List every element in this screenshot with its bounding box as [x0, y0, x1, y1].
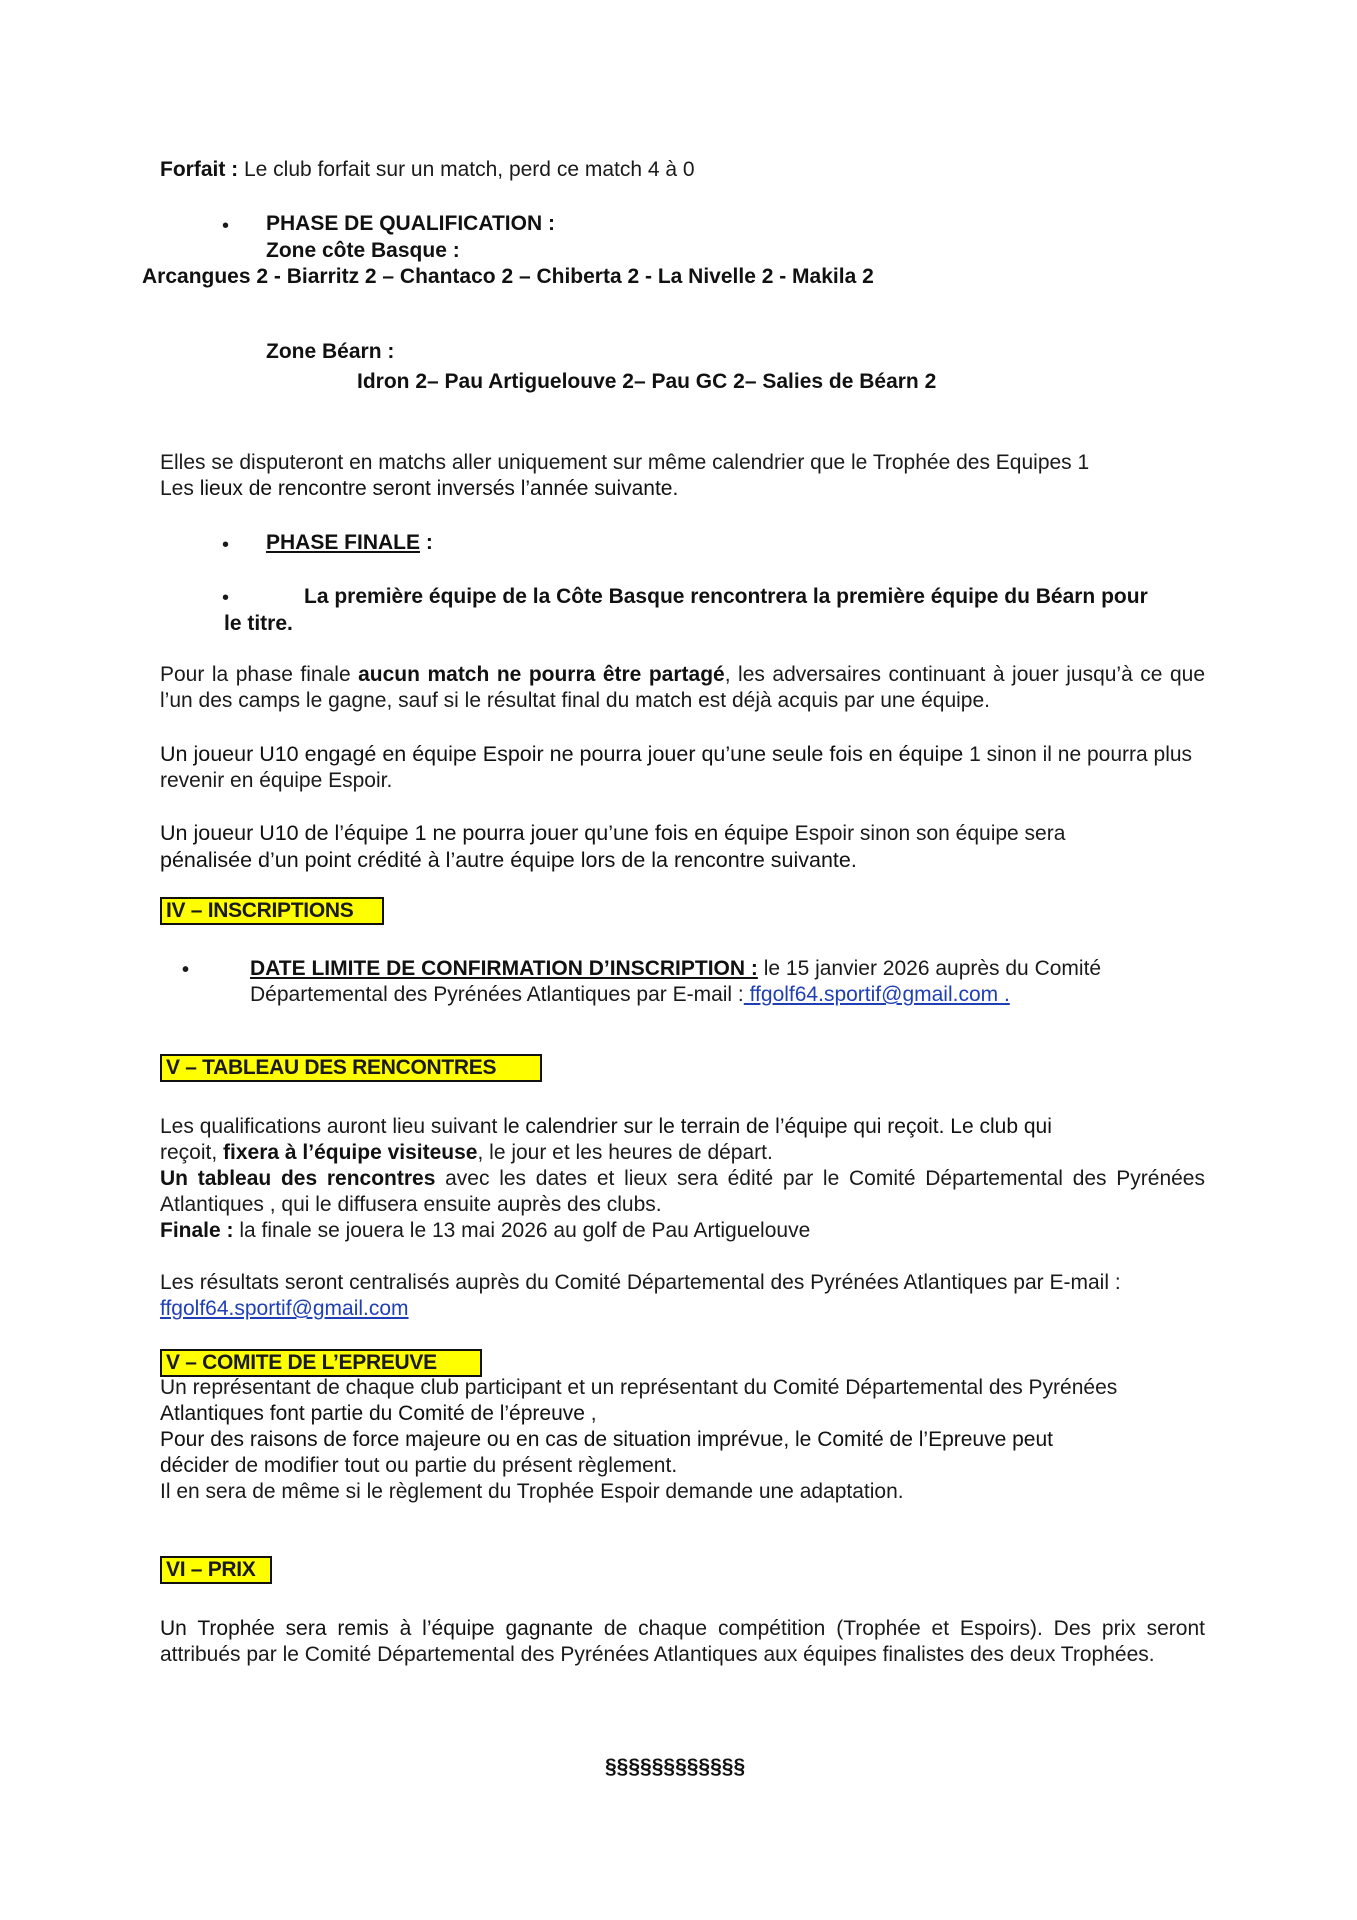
deadline-text: le 15 janvier 2026 auprès du Comité — [757, 957, 1102, 980]
comite-line2 — [160, 1401, 597, 1427]
zone-bearn-teams: Idron 2– Pau Artiguelouve 2– Pau GC 2– Salies de Béarn 2 — [357, 370, 937, 393]
deadline-label: DATE LIMITE DE CONFIRMATION D’INSCRIPTION : — [250, 957, 758, 980]
zone-basque-teams: Arcangues 2 - Biarritz 2 – Chantaco 2 – Chiberta 2 - La Nivelle 2 - Makila 2 — [142, 265, 874, 288]
section-heading-comite — [160, 1349, 482, 1377]
inscriptions-heading: IV – INSCRIPTIONS — [160, 897, 384, 925]
finale-para3-b: Espoir sinon son équipe sera — [788, 822, 1066, 845]
comite-line3: Pour des raisons de force majeure ou en cas de situation imprévue, le Comité de l’Epreuve peut — [160, 1428, 1053, 1451]
comite-line4-a: décider — [160, 1454, 229, 1477]
finale-title-colon: : — [420, 531, 433, 554]
finale-bullet-line1: La première équipe de la Côte Basque rencontrera la première équipe du Béarn pour — [304, 585, 1148, 608]
deadline-line1 — [250, 956, 1101, 982]
tableau-p2-b: avec les dates et lieux sera édité par le Comité Départemental des Pyrénées Atlantiques , qui le diffusera ensuite auprès des clubs. — [160, 1167, 1205, 1216]
comite-line2-b: , — [584, 1402, 597, 1425]
comite-line4 — [160, 1453, 677, 1479]
comite-line2-a: Atlantiques font partie du Comité de l’épreuve — [160, 1402, 585, 1425]
finale-para1-d: une équipe. — [880, 689, 991, 712]
tableau-para2 — [160, 1166, 1205, 1218]
qualif-para-line2-a: Les — [160, 477, 200, 500]
tableau-finale-line — [160, 1218, 810, 1244]
tableau-finale-text: la finale se jouera le 13 mai 2026 au golf de Pau Artiguelouve — [233, 1219, 811, 1242]
finale-para2-b: 1 sinon il ne pourra plus revenir en équipe Espoir. — [160, 743, 1193, 792]
zone-bearn-label: Zone Béarn : — [266, 340, 395, 363]
finale-para3-a: Un joueur U10 de l’équipe 1 ne pourra jouer qu’une fois en équipe — [160, 821, 789, 845]
comite-heading: V – COMITE DE L’EPREUVE — [160, 1349, 482, 1377]
qualif-title: PHASE DE QUALIFICATION : — [266, 212, 555, 235]
section-heading-prix — [160, 1556, 272, 1584]
forfait-line — [160, 157, 695, 183]
finale-para1-a: Pour la phase finale — [160, 663, 359, 686]
finale-title: PHASE FINALE — [266, 531, 421, 554]
deadline-line2 — [250, 982, 1010, 1008]
qualif-para-line2-b: lieux de rencontre seront inversés l’année suivante. — [199, 477, 679, 500]
qualif-para-line2 — [160, 476, 678, 502]
results-email-line — [160, 1296, 409, 1322]
deadline-text2: Départemental des Pyrénées Atlantiques par E-mail : — [250, 983, 744, 1006]
tableau-finale-label: Finale : — [160, 1219, 234, 1242]
finale-bullet-line2: le titre. — [224, 612, 293, 635]
finale-para3 — [160, 820, 1205, 874]
prix-p-a: Un Trophée sera remis à l’équipe gagnante — [160, 1617, 594, 1640]
finale-para1 — [160, 662, 1205, 714]
zone-basque-label: Zone côte Basque : — [266, 239, 460, 262]
bullet-dot: • — [182, 959, 190, 981]
tableau-p1-a: Les qualifications auront lieu suivant — [160, 1115, 504, 1138]
prix-p-b: de chaque compétition (Trophée et Espoirs). Des prix seront attribués par le Comité Départemental des Pyrénées Atlantiques aux équipes finalistes des deux Trophées. — [160, 1617, 1205, 1666]
finale-para1-c: , les adversaires continuant à jouer jusqu’à ce que l’un des camps le gagne, sauf si le résultat final du match est déjà acquis par — [160, 663, 1205, 712]
section-heading-inscriptions — [160, 897, 384, 925]
finale-para2-a: Un joueur U10 engagé en équipe Espoir ne pourra jouer qu’une seule fois en équipe — [160, 742, 964, 766]
tableau-para1 — [160, 1114, 1205, 1166]
tableau-p1-b: le calendrier sur le terrain de l’équipe qui reçoit. Le club qui — [503, 1115, 1052, 1138]
bullet-dot: • — [222, 587, 230, 609]
tableau-p1-d: fixera à l’équipe visiteuse — [223, 1141, 478, 1164]
finale-para3-c: pénalisée d’un point crédité à l’autre équipe lors de la rencontre suivante. — [160, 848, 857, 872]
bullet-dot: • — [222, 534, 230, 556]
tableau-p1-c: reçoit, — [160, 1141, 224, 1164]
comite-line1: Un représentant de chaque club participant et un représentant du Comité Départemental des Pyrénées — [160, 1376, 1118, 1399]
tableau-heading: V – TABLEAU DES RENCONTRES — [160, 1054, 542, 1082]
results-line: Les résultats seront centralisés auprès du Comité Départemental des Pyrénées Atlantiques par E-mail : — [160, 1271, 1121, 1294]
tableau-p2-a: Un tableau des rencontres — [160, 1167, 436, 1190]
forfait-label: Forfait : — [160, 158, 239, 181]
prix-para — [160, 1616, 1205, 1668]
end-marker: §§§§§§§§§§§§ — [605, 1755, 746, 1778]
comite-line4-b: de modifier tout ou partie du présent règlement. — [228, 1454, 678, 1477]
forfait-text: Le club forfait sur un match, perd ce match 4 à 0 — [238, 158, 695, 181]
section-heading-tableau — [160, 1054, 542, 1082]
prix-heading: VI – PRIX — [160, 1556, 272, 1584]
finale-title-line — [266, 530, 433, 556]
finale-para1-b: aucun match ne pourra être partagé — [358, 663, 725, 686]
inscription-email-link[interactable]: ffgolf64.sportif@gmail.com . — [743, 983, 1010, 1006]
comite-line5: Il en sera de même si le règlement du Trophée Espoir demande une adaptation. — [160, 1480, 904, 1503]
bullet-dot: • — [222, 215, 230, 237]
tableau-p1-e: , le jour et les heures de départ. — [477, 1141, 773, 1164]
results-email-link[interactable]: ffgolf64.sportif@gmail.com — [160, 1297, 409, 1320]
qualif-para-line1: Elles se disputeront en matchs aller uniquement sur même calendrier que le Trophée des Equipes 1 — [160, 451, 1090, 474]
finale-para2 — [160, 741, 1205, 794]
